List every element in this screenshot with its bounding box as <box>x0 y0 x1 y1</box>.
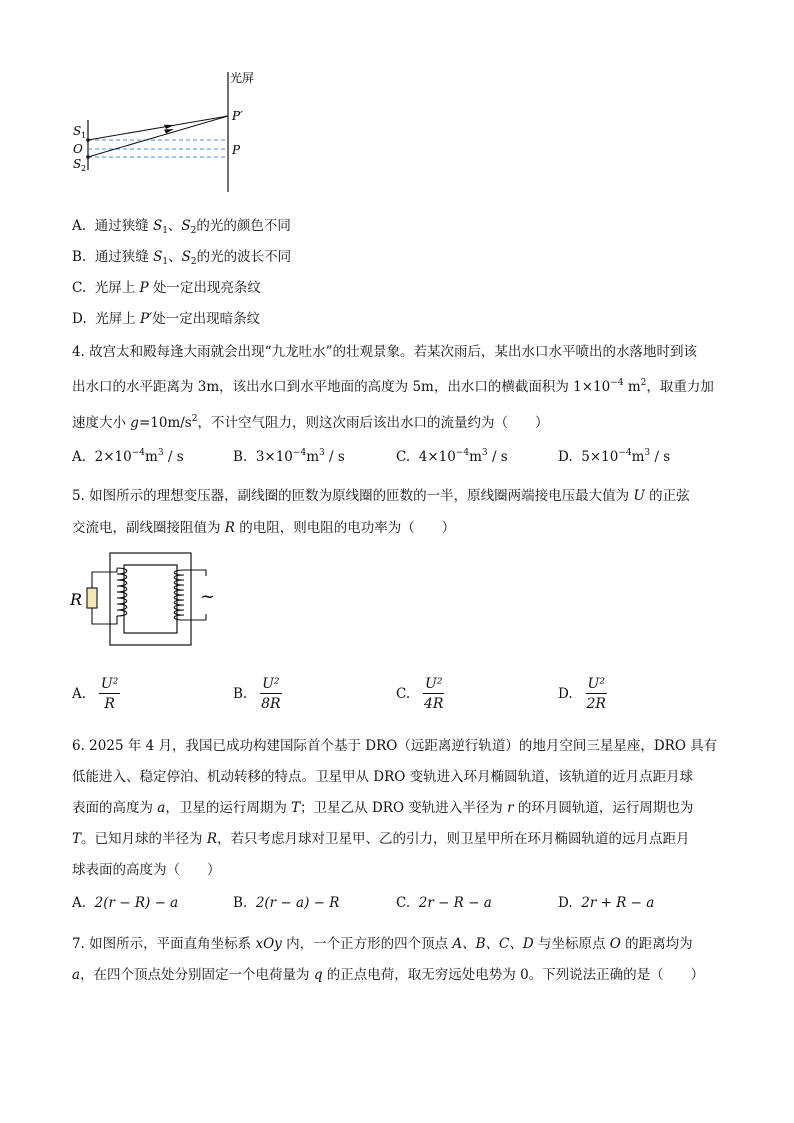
label-p: P <box>232 143 241 157</box>
double-slit-figure <box>66 68 266 196</box>
q6-line-4: T。已知月球的半径为 R，若只考虑月球对卫星甲、乙的引力，则卫星甲所在环月椭圆轨道的远月点距月 <box>72 831 690 847</box>
q6-line-5: 球表面的高度为（ ） <box>72 862 221 878</box>
q5-option-b-fraction: $\frac{\text{U²}}{8R}$ <box>261 676 281 712</box>
q6-option-a: A. 2(r − R) − a <box>72 895 179 911</box>
q6-option-b: B. 2(r − a) − R <box>233 895 340 911</box>
q4-option-b: B. $3\times 10^{-4}m^3 / s$ <box>233 448 345 465</box>
transformer-figure <box>70 548 230 652</box>
q3-option-b: B. 通过狭缝 $S_1$、$S_2$的光的波长不同 <box>72 249 292 267</box>
q5-option-d: D. $\frac{\text{U²}}{2R}$ <box>558 676 606 712</box>
label-s1-sub: 1 <box>81 131 87 140</box>
q5-line-1: 5. 如图所示的理想变压器，副线圈的匝数为原线圈的匝数的一半，原线圈两端接电压最大值为 U 的正弦 <box>72 488 690 504</box>
q5-option-c-fraction: $\frac{\text{U²}}{4R}$ <box>424 676 444 712</box>
q4-option-a: A. $2\times 10^{-4}m^3 / s$ <box>72 448 184 465</box>
q3-option-c: C. 光屏上 P 处一定出现亮条纹 <box>72 280 261 296</box>
q6-line-3: 表面的高度为 a，卫星的运行周期为 T；卫星乙从 DRO 变轨进入半径为 r 的环月圆轨道，运行周期也为 <box>72 800 694 816</box>
ac-source-symbol: ~ <box>200 586 216 607</box>
label-s1: S <box>73 124 82 138</box>
q6-option-c: C. 2r − R − a <box>396 895 492 911</box>
label-s2: S <box>73 157 82 171</box>
q3-option-d: D. 光屏上 P′处一定出现暗条纹 <box>72 311 261 327</box>
q5-option-a: A. $\frac{\text{U²}}{R}$ <box>72 676 119 712</box>
q5-option-b: B. $\frac{\text{U²}}{8R}$ <box>233 676 281 712</box>
q5-option-d-fraction: $\frac{\text{U²}}{2R}$ <box>586 676 606 712</box>
q5-option-c: C. $\frac{\text{U²}}{4R}$ <box>396 676 444 712</box>
q4-option-d: D. $5\times 10^{-4}m^3 / s$ <box>558 448 671 465</box>
q7-line-1: 7. 如图所示，平面直角坐标系 xOy 内，一个正方形的四个顶点 A、B、C、D 与坐标原点 O 的距离均为 <box>72 936 693 952</box>
q3-option-a: A. 通过狭缝 $S_1$、$S_2$的光的颜色不同 <box>72 218 291 236</box>
q6-option-d: D. 2r + R − a <box>558 895 655 911</box>
screen-label: 光屏 <box>230 71 255 85</box>
q6-line-2: 低能进入、稳定停泊、机动转移的特点。卫星甲从 DRO 变轨进入环月椭圆轨道，该轨道的近月点距月球 <box>72 769 694 785</box>
q4-line-3: 速度大小 $g=10m/s^2$，不计空气阻力，则这次雨后该出水口的流量约为（ ） <box>72 414 549 431</box>
q7-line-2: a，在四个顶点处分别固定一个电荷量为 q 的正点电荷，取无穷远处电势为 0。下列说法正确的是（ ） <box>72 967 705 983</box>
q5-line-2: 交流电，副线圈接阻值为 R 的电阻，则电阻的电功率为（ ） <box>72 520 456 536</box>
label-s2-sub: 2 <box>81 164 87 173</box>
q4-line-1: 4. 故宫太和殿每逢大雨就会出现“九龙吐水”的壮观景象。若某次雨后，某出水口水平喷出的水落地时到该 <box>72 344 697 360</box>
q6-line-1: 6. 2025 年 4 月，我国已成功构建国际首个基于 DRO（远距离逆行轨道）的地月空间三星星座，DRO 具有 <box>72 738 718 754</box>
label-p-prime: P′ <box>232 109 243 123</box>
q4-line-2: 出水口的水平距离为 3m，该出水口到水平地面的高度为 5m，出水口的横截面积为 $1\times 10^{-4}$ $m^2$，取重力加 <box>72 378 714 395</box>
q5-option-a-fraction: $\frac{\text{U²}}{R}$ <box>100 676 119 712</box>
label-o: O <box>73 142 83 156</box>
q4-option-c: C. $4\times 10^{-4}m^3 / s$ <box>396 448 508 465</box>
figure-r-label: R <box>70 590 83 609</box>
